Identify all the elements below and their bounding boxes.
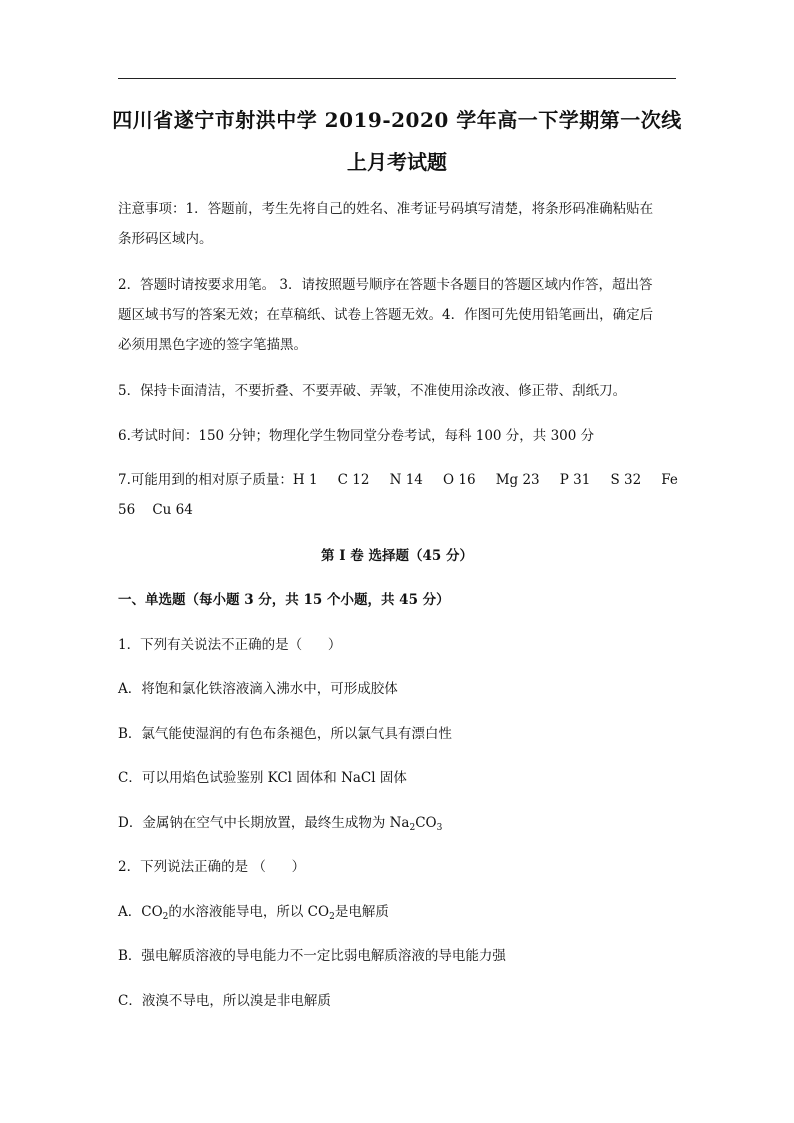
note-6: 6.考试时间：150 分钟；物理化学生物同堂分卷考试，每科 100 分，共 300 分 (118, 428, 595, 444)
note-1-line-1: 注意事项：1．答题前，考生先将自己的姓名、准考证号码填写清楚，将条形码准确粘贴在 (118, 201, 654, 217)
q2-option-b: B．强电解质溶液的导电能力不一定比弱电解质溶液的导电能力强 (118, 948, 506, 964)
subscript: 2 (162, 912, 169, 922)
atomic-mass-list (118, 465, 678, 495)
subscript: 3 (436, 823, 443, 833)
atom-entry: O 16 (443, 472, 476, 488)
q2-a-text: 的水溶液能导电，所以 CO (168, 904, 330, 920)
q2-a-text: 是电解质 (334, 904, 389, 920)
subscript: 2 (329, 912, 335, 922)
q1-stem: 1．下列有关说法不正确的是（ ） (118, 637, 342, 653)
q2-option-c: C．液溴不导电，所以溴是非电解质 (118, 993, 331, 1009)
q2-stem: 2．下列说法正确的是 （ ） (118, 859, 306, 875)
title-line-1: 四川省遂宁市射洪中学 2019-2020 学年高一下学期第一次线 (112, 108, 682, 132)
note-2-line-3: 必须用黑色字迹的签字笔描黑。 (118, 337, 307, 353)
q1-d-text: CO (415, 815, 437, 831)
q2-a-text: A．CO (118, 904, 163, 920)
header-rule (118, 78, 676, 79)
q1-option-a: A．将饱和氯化铁溶液滴入沸水中，可形成胶体 (118, 681, 398, 697)
note-2 (118, 270, 678, 360)
note-2-line-2: 题区域书写的答案无效；在草稿纸、试卷上答题无效。4．作图可先使用铅笔画出，确定后 (118, 307, 654, 323)
subscript: 2 (409, 823, 416, 833)
atom-entry: 7.可能用到的相对原子质量：H 1 (118, 472, 318, 488)
atom-entry: Mg 23 (495, 472, 540, 488)
q1-option-b: B．氯气能使湿润的有色布条褪色，所以氯气具有漂白性 (118, 726, 452, 742)
atomic-mass-line-2: 56 Cu 64 (118, 502, 193, 518)
q2-option-a (118, 897, 678, 927)
atom-entry: C 12 (337, 472, 370, 488)
section-title: 第 I 卷 选择题（45 分） (321, 548, 473, 564)
note-7 (118, 465, 678, 525)
atom-entry: P 31 (559, 472, 591, 488)
q1-option-d (118, 808, 678, 838)
atom-entry: Fe (661, 472, 678, 488)
note-1-line-2: 条形码区域内。 (118, 231, 213, 247)
title-line-2: 上月考试题 (347, 150, 447, 174)
atom-entry: N 14 (389, 472, 423, 488)
q1-d-text: D．金属钠在空气中长期放置，最终生成物为 Na (118, 815, 410, 831)
part-title: 一、单选题（每小题 3 分，共 15 个小题，共 45 分） (118, 592, 450, 608)
q1-option-c: C．可以用焰色试验鉴别 KCl 固体和 NaCl 固体 (118, 770, 407, 786)
atom-entry: S 32 (610, 472, 642, 488)
note-1 (118, 194, 678, 254)
note-2-line-1: 2．答题时请按要求用笔。 3．请按照题号顺序在答题卡各题目的答题区域内作答，超出答 (118, 277, 653, 293)
note-5: 5．保持卡面清洁，不要折叠、不要弄破、弄皱，不准使用涂改液、修正带、刮纸刀。 (118, 383, 627, 399)
